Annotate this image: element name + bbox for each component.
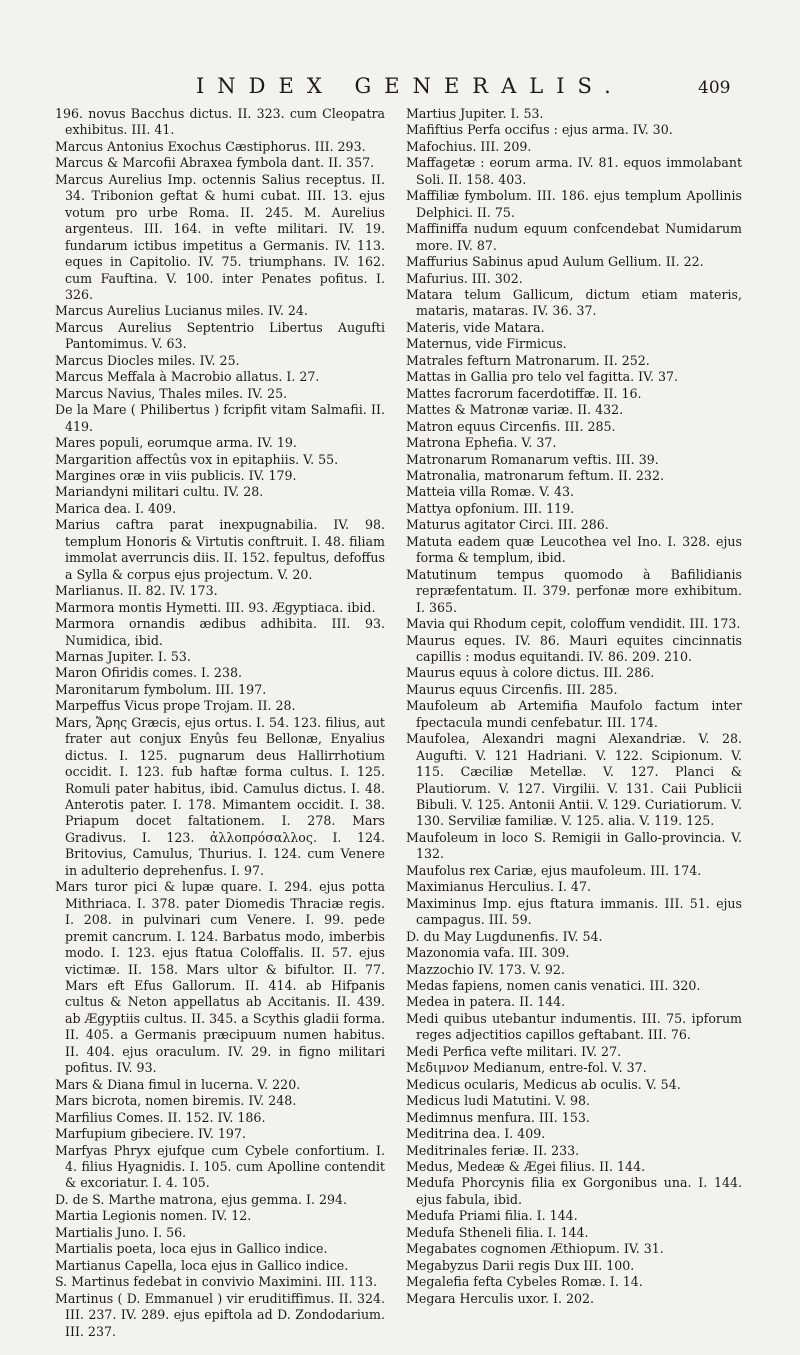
- index-entry: Mattes facrorum facerdotiffæ. II. 16.: [406, 385, 642, 401]
- index-entry: Medas fapiens, nomen canis venatici. III. 320.: [406, 978, 701, 994]
- index-entry: D. de S. Marthe matrona, ejus gemma. I. 294.: [55, 1191, 348, 1207]
- index-entry: Margarition affectûs vox in epitaphiis. V. 55.: [55, 451, 339, 467]
- index-entry: Megabates cognomen Æthiopum. IV. 31.: [406, 1241, 664, 1257]
- index-entry: Medea in patera. II. 144.: [406, 994, 566, 1010]
- index-entry: Matronalia, matronarum feftum. II. 232.: [406, 467, 664, 483]
- index-entry: Marica dea. I. 409.: [55, 500, 177, 516]
- index-entry: Mars, Ἄρης Græcis, ejus ortus. I. 54. 123. filius, aut frater aut conjux Enyûs feu Bellonæ, Enyalius dictus. I. 125. pugnarum deus Hallirrhotium occidit. I. 123. fub haftæ forma cultus. I. 125. Romuli pater habitus, ibid. Camulus dictus. I. 48. Anterotis pater. I. 178. Mimantem occidit. I. 38. Priapum docet faltationem. I. 278. Mars Gradivus. I. 123. ἀλλοπρόσαλλος. I. 124. Britovius, Camulus, Thurius. I. 124. cum Venere in adulterio deprehenfus. I. 97.: [55, 714, 385, 878]
- index-entry: Matron equus Circenfis. III. 285.: [406, 418, 616, 434]
- index-entry: Marmora ornandis ædibus adhibita. III. 93. Numidica, ibid.: [55, 616, 385, 648]
- index-entry: Marpeffus Vicus prope Trojam. II. 28.: [55, 698, 296, 714]
- index-entry: Maurus eques. IV. 86. Mauri equites cincinnatis capillis : modus equitandi. IV. 86. 209. 210.: [406, 632, 742, 664]
- index-entry: Martinus ( D. Emmanuel ) vir eruditiffimus. II. 324. III. 237. IV. 289. ejus epiftola ad D. Zondodarium. III. 237.: [55, 1290, 385, 1339]
- index-entry: Meditrinales feriæ. II. 233.: [406, 1142, 580, 1158]
- index-entry: Marcus Aurelius Septentrio Libertus Augufti Pantomimus. V. 63.: [55, 319, 385, 352]
- index-entry: Medus, Medeæ & Ægei filius. II. 144.: [406, 1159, 646, 1174]
- index-entry: Maufolea, Alexandri magni Alexandriæ. V. 28. Augufti. V. 121 Hadriani. V. 122. Scipionum. V. 115. Cæciliæ Metellæ. V. 127. Planci & Plautiorum. V. 127. Virgilii. V. 131. Caii Publicii Bibuli. V. 125. Antonii Antii. V. 129. Curiatiorum. V. 130. Serviliæ familiæ. V. 125. alia. V. 119. 125.: [406, 731, 742, 829]
- index-entry: Medi Perfica vefte militari. IV. 27.: [406, 1043, 622, 1059]
- index-entry: Marius caftra parat inexpugnabilia. IV. 98. templum Honoris & Virtutis conftruit. I. 48. filiam immolat averruncis diis. II. 152. fepultus, defoffus a Sylla & corpus ejus projectum. V. 20.: [55, 517, 385, 582]
- index-entry: Martialis Juno. I. 56.: [55, 1224, 187, 1240]
- index-entry: Martianus Capella, loca ejus in Gallico indice.: [55, 1257, 349, 1273]
- index-entry: Marfupium gibeciere. IV. 197.: [55, 1126, 246, 1142]
- index-entry: Maturus agitator Circi. III. 286.: [406, 517, 609, 533]
- index-column-left: [55, 106, 385, 1339]
- index-entry: Marcus Aurelius Imp. octennis Salius receptus. II. 34. Tribonion geftat & humi cubat. III. 13. ejus votum pro urbe Roma. II. 245. M. Aurelius argenteus. III. 164. in vefte militari. IV. 19. fundarum ictibus impetitus a Germanis. IV. 113. eques in Capitolio. IV. 75. triumphans. IV. 162. cum Fauftina. V. 100. inter Penates pofitus. I. 326.: [55, 171, 385, 302]
- index-entry: Maufoleum in loco S. Remigii in Gallo-provincia. V. 132.: [406, 829, 742, 862]
- index-entry: Mazonomia vafa. III. 309.: [406, 945, 570, 961]
- index-entry: Maufoleum ab Artemifia Maufolo factum inter fpectacula mundi cenfebatur. III. 174.: [406, 698, 742, 730]
- index-entry: Marmora montis Hymetti. III. 93. Ægyptiaca. ibid.: [55, 599, 376, 615]
- index-entry: Martius Jupiter. I. 53.: [406, 106, 544, 121]
- index-column-right: [406, 106, 742, 1321]
- index-entry: Maffiniffa nudum equum confcendebat Numidarum more. IV. 87.: [406, 221, 742, 253]
- index-entry: Martialis poeta, loca ejus in Gallico indice.: [55, 1241, 328, 1257]
- index-entry: Marcus Diocles miles. IV. 25.: [55, 352, 240, 368]
- index-entry: Maximianus Herculius. I. 47.: [406, 879, 591, 895]
- index-entry: Mafochius. III. 209.: [406, 138, 532, 154]
- index-entry: Materis, vide Matara.: [406, 319, 545, 335]
- index-entry: Matrona Ephefia. V. 37.: [406, 435, 557, 451]
- index-entry: Medufa Priami filia. I. 144.: [406, 1208, 578, 1224]
- index-entry: 196. novus Bacchus dictus. II. 323. cum Cleopatra exhibitus. III. 41.: [55, 106, 385, 138]
- index-entry: Megara Herculis uxor. I. 202.: [406, 1290, 595, 1306]
- index-entry: Mafiftius Perfa occifus : ejus arma. IV. 30.: [406, 122, 673, 138]
- index-entry: Marfilius Comes. II. 152. IV. 186.: [55, 1109, 266, 1125]
- index-entry: Marfyas Phryx ejufque cum Cybele confortium. I. 4. filius Hyagnidis. I. 105. cum Apolline contendit & excoriatur. I. 4. 105.: [55, 1142, 385, 1191]
- index-entry: Megabyzus Darii regis Dux III. 100.: [406, 1257, 635, 1273]
- index-entry: Mattes & Matronæ variæ. II. 432.: [406, 402, 624, 418]
- index-entry: Μεδιμνον Medianum, entre-fol. V. 37.: [406, 1060, 647, 1076]
- index-entry: Martia Legionis nomen. IV. 12.: [55, 1208, 252, 1224]
- index-entry: Marcus Aurelius Lucianus miles. IV. 24.: [55, 303, 308, 319]
- page-title: INDEX GENERALIS.: [196, 74, 624, 98]
- index-entry: Mazzochio IV. 173. V. 92.: [406, 961, 565, 977]
- index-entry: Mavia qui Rhodum cepit, coloffum vendidit. III. 173.: [406, 616, 741, 632]
- index-entry: Marcus Antonius Exochus Cæstiphorus. III. 293.: [55, 138, 366, 154]
- index-entry: Medimnus menfura. III. 153.: [406, 1109, 590, 1125]
- index-entry: Matteia villa Romæ. V. 43.: [406, 484, 575, 500]
- index-entry: Maffiliæ fymbolum. III. 186. ejus templum Apollinis Delphici. II. 75.: [406, 188, 742, 220]
- index-entry: Mars bicrota, nomen biremis. IV. 248.: [55, 1093, 297, 1109]
- index-entry: Mars & Diana fimul in lucerna. V. 220.: [55, 1076, 301, 1092]
- index-entry: S. Martinus fedebat in convivio Maximini. III. 113.: [55, 1274, 378, 1290]
- index-entry: Mattas in Gallia pro telo vel fagitta. IV. 37.: [406, 369, 678, 385]
- index-entry: Meditrina dea. I. 409.: [406, 1126, 546, 1142]
- index-entry: Margines oræ in viis publicis. IV. 179.: [55, 467, 297, 483]
- index-entry: Marcus Navius, Thales miles. IV. 25.: [55, 385, 288, 401]
- running-header: [0, 74, 800, 104]
- index-entry: Mattya opfonium. III. 119.: [406, 500, 575, 516]
- index-entry: Mafurius. III. 302.: [406, 270, 523, 286]
- index-entry: De la Mare ( Philibertus ) fcripfit vitam Salmafii. II. 419.: [55, 402, 385, 434]
- index-entry: Megalefia fefta Cybeles Romæ. I. 14.: [406, 1274, 643, 1290]
- index-entry: Matrales fefturn Matronarum. II. 252.: [406, 352, 650, 368]
- index-entry: Matronarum Romanarum veftis. III. 39.: [406, 451, 659, 467]
- index-entry: Mariandyni militari cultu. IV. 28.: [55, 484, 264, 500]
- index-entry: Maternus, vide Firmicus.: [406, 336, 567, 352]
- index-entry: Matuta eadem quæ Leucothea vel Ino. I. 328. ejus forma & templum, ibid.: [406, 533, 742, 566]
- index-entry: Medufa Phorcynis filia ex Gorgonibus una. I. 144. ejus fabula, ibid.: [406, 1175, 742, 1207]
- index-entry: Matutinum tempus quomodo à Bafilidianis repræfentatum. II. 379. perfonæ more exhibitum. I. 365.: [406, 566, 742, 615]
- index-entry: Mars turor pici & lupæ quare. I. 294. ejus potta Mithriaca. I. 378. pater Diomedis Thraciæ regis. I. 208. in pulvinari cum Venere. I. 99. pede premit cancrum. I. 124. Barbatus modo, imberbis modo. I. 123. ejus ftatua Coloffalis. II. 57. ejus victimæ. II. 158. Mars ultor & bifultor. II. 77. Mars eft Efus Gallorum. II. 414. ab Hifpanis cultus & Neton appellatus ab Accitanis. II. 439. ab Ægyptiis cultus. II. 345. a Scythis gladii forma. II. 405. a Germanis præcipuum numen habitus. II. 404. ejus oraculum. IV. 29. in figno militari pofitus. IV. 93.: [55, 879, 385, 1076]
- index-entry: Marcus & Marcofii Abraxea fymbola dant. II. 357.: [55, 155, 375, 171]
- index-entry: Maufolus rex Cariæ, ejus maufoleum. III. 174.: [406, 862, 702, 878]
- index-entry: Maffurius Sabinus apud Aulum Gellium. II. 22.: [406, 254, 704, 270]
- index-entry: Maron Ofiridis comes. I. 238.: [55, 665, 242, 681]
- index-entry: Maffagetæ : eorum arma. IV. 81. equos immolabant Soli. II. 158. 403.: [406, 155, 742, 187]
- index-entry: Maurus equus Circenfis. III. 285.: [406, 681, 618, 697]
- index-entry: D. du May Lugdunenfis. IV. 54.: [406, 928, 603, 944]
- index-entry: Medi quibus utebantur indumentis. III. 75. ipforum reges adjectitios capillos geftabant. III. 76.: [406, 1010, 742, 1043]
- index-entry: Medicus ludi Matutini. V. 98.: [406, 1093, 591, 1109]
- index-entry: Maurus equus à colore dictus. III. 286.: [406, 665, 655, 681]
- index-entry: Marnas Jupiter. I. 53.: [55, 648, 191, 664]
- index-entry: Marlianus. II. 82. IV. 173.: [55, 583, 218, 599]
- index-entry: Marcus Meffala à Macrobio allatus. I. 27.: [55, 369, 320, 385]
- index-entry: Maximinus Imp. ejus ftatura immanis. III. 51. ejus campagus. III. 59.: [406, 895, 742, 928]
- page-number: 409: [698, 78, 731, 98]
- index-entry: Medufa Stheneli filia. I. 144.: [406, 1224, 589, 1240]
- index-entry: Maronitarum fymbolum. III. 197.: [55, 681, 267, 697]
- index-entry: Matara telum Gallicum, dictum etiam materis, mataris, mataras. IV. 36. 37.: [406, 286, 742, 319]
- index-entry: Mares populi, eorumque arma. IV. 19.: [55, 435, 297, 451]
- index-entry: Medicus ocularis, Medicus ab oculis. V. 54.: [406, 1076, 681, 1092]
